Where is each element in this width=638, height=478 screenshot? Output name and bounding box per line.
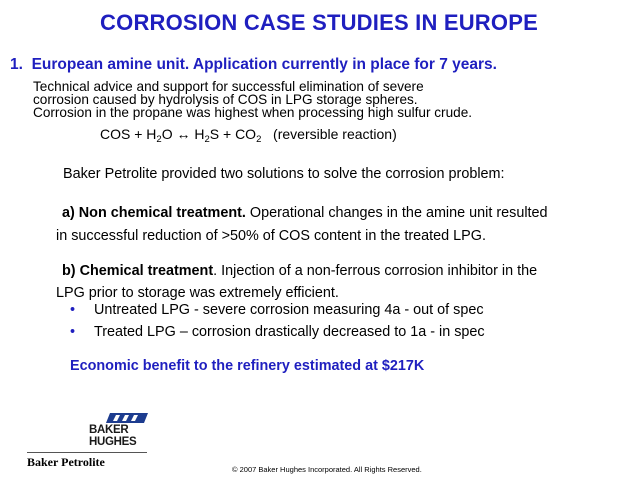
technical-line-3: Corrosion in the propane was highest when processing high sulfur crude. xyxy=(33,105,473,120)
technical-line-1: Technical advice and support for successful elimination of severe xyxy=(33,79,424,94)
solution-b-line-1 xyxy=(62,263,537,279)
case-number: 1. xyxy=(10,56,23,73)
bullet-item: • Untreated LPG - severe corrosion measuring 4a - out of spec xyxy=(70,302,484,318)
footer-divider xyxy=(27,452,147,453)
copyright: © 2007 Baker Hughes Incorporated. All Rights Reserved. xyxy=(232,465,422,474)
case-heading xyxy=(10,56,497,74)
technical-line-2: corrosion caused by hydrolysis of COS in LPG storage spheres. xyxy=(33,92,418,107)
logo-text-baker: BAKER xyxy=(89,424,129,436)
solution-b-label: b) Chemical treatment xyxy=(62,263,214,279)
solution-b-text: . Injection of a non-ferrous corrosion inhibitor in the xyxy=(213,263,538,279)
logo-text-hughes: HUGHES xyxy=(89,436,137,448)
solutions-intro: Baker Petrolite provided two solutions to solve the corrosion problem: xyxy=(63,166,505,182)
equation-note: (reversible reaction) xyxy=(273,126,397,142)
solution-b-line-2: LPG prior to storage was extremely efficient. xyxy=(56,285,339,301)
bullet-icon: • xyxy=(70,302,76,318)
case-heading-text: European amine unit. Application currently in place for 7 years. xyxy=(31,56,497,73)
solution-a-label: a) Non chemical treatment. xyxy=(62,205,246,221)
company-name: Baker Petrolite xyxy=(27,455,105,469)
solution-a-line-1 xyxy=(62,205,548,221)
bullet-icon: • xyxy=(70,324,76,340)
slide-title: CORROSION CASE STUDIES IN EUROPE xyxy=(100,10,538,35)
chemical-equation: COS + $H_2O$ ↔ $H_2S + CO_2$ (reversible reaction) xyxy=(100,126,397,145)
economic-benefit: Economic benefit to the refinery estimated at $217K xyxy=(70,358,425,374)
solution-a-line-2: in successful reduction of >50% of COS content in the treated LPG. xyxy=(56,228,486,244)
solution-a-text: Operational changes in the amine unit resulted xyxy=(245,205,548,221)
bullet-item: • Treated LPG – corrosion drastically decreased to 1a - in spec xyxy=(70,324,485,340)
